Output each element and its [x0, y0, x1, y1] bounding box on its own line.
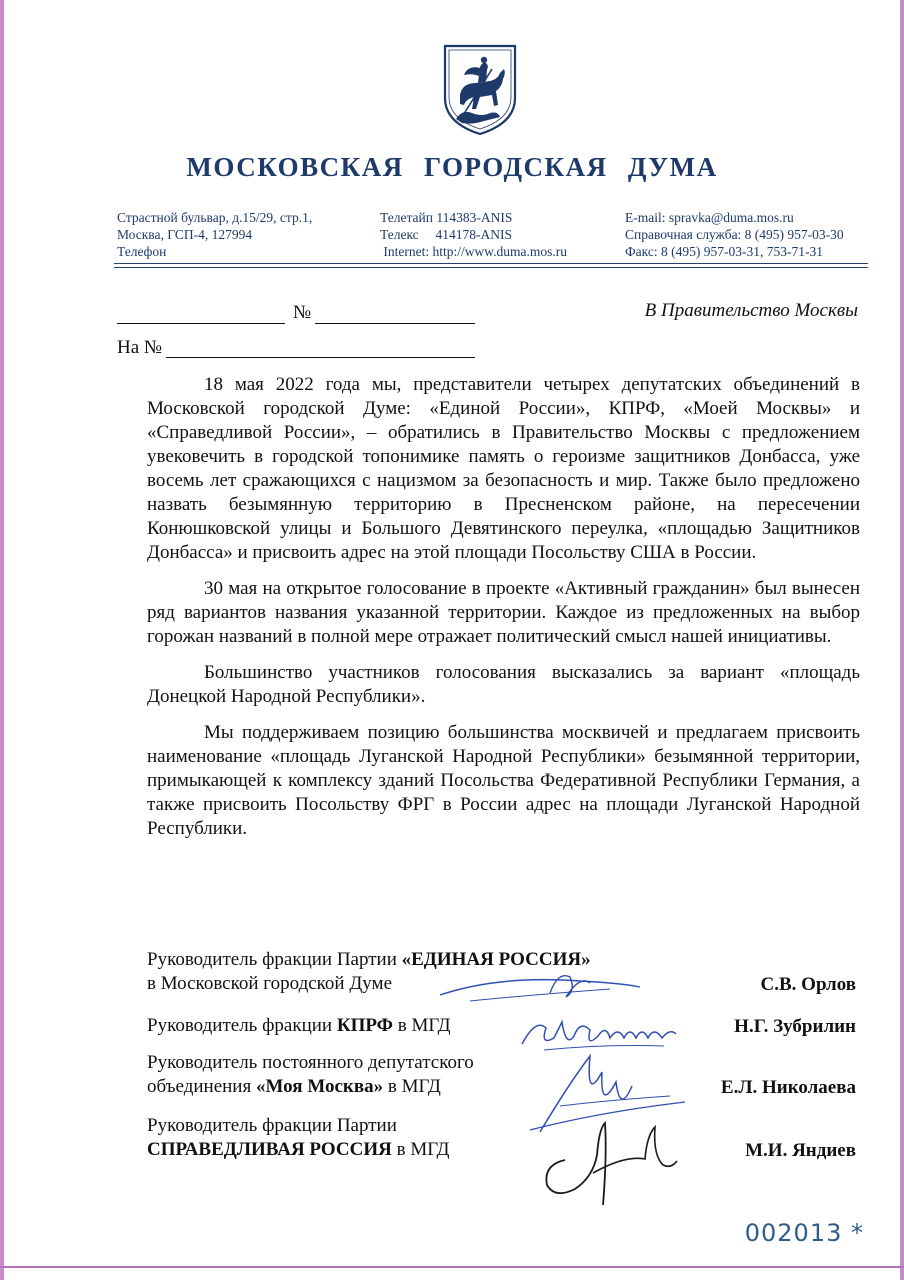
body-paragraph: Большинство участников голосования высказались за вариант «площадь Донецкой Народной Республики». — [147, 662, 860, 707]
signatory-title-text: в МГД — [391, 1139, 450, 1160]
signatory-title-text: Руководитель фракции — [147, 1015, 337, 1036]
header-contact-block — [625, 209, 844, 260]
header-telex-block — [380, 209, 567, 260]
signatory-title-text: объединения — [147, 1076, 256, 1097]
signatory-title-text: Руководитель фракции Партии — [147, 949, 402, 970]
reply-number-blank — [166, 356, 475, 358]
outgoing-date-blank — [117, 322, 285, 324]
signatory-name-4: М.И. Яндиев — [745, 1140, 856, 1161]
header-address-line: Страстной бульвар, д.15/29, стр.1, — [117, 210, 313, 225]
header-address-block — [117, 209, 312, 260]
outgoing-number-label: № — [293, 302, 312, 323]
outgoing-number-blank — [315, 322, 475, 324]
signatory-title-bold: «ЕДИНАЯ РОССИЯ» — [401, 949, 591, 970]
signatory-name-1: С.В. Орлов — [760, 974, 856, 995]
right-page-edge — [900, 0, 904, 1280]
addressee: В Правительство Москвы — [644, 300, 858, 321]
signatory-name-2: Н.Г. Зубрилин — [734, 1016, 856, 1037]
signatory-title-text: в МГД — [383, 1076, 441, 1097]
moscow-coat-of-arms-icon — [442, 43, 518, 137]
signatory-title-bold: «Моя Москва» — [255, 1076, 384, 1097]
signatory-title-text: Руководитель постоянного депутатского — [147, 1052, 474, 1073]
signatory-title-2 — [147, 1014, 451, 1038]
signature-yandiev — [535, 1115, 685, 1210]
reply-number-label: На № — [117, 337, 163, 358]
serial-mark: * — [851, 1219, 864, 1247]
header-address-line: Москва, ГСП-4, 127994 — [117, 227, 253, 242]
letter-body — [147, 373, 860, 853]
signatory-title-bold: КПРФ — [336, 1015, 393, 1036]
body-paragraph: Мы поддерживаем позицию большинства москвичей и предлагаем присвоить наименование «площадь Луганской Народной Республики» безымянной территории, примыкающей к комплексу зданий Посольства Федеративной Республики Германия, а также присвоить Посольству ФРГ в России адрес на площади Луганской Народной Республики. — [147, 722, 860, 839]
signatory-name-3: Е.Л. Николаева — [720, 1077, 856, 1098]
left-page-edge — [0, 0, 4, 1280]
header-telex-line: Телетайп 114383-ANIS — [380, 210, 513, 225]
serial-number — [745, 1219, 864, 1247]
header-contact-line: Справочная служба: 8 (495) 957-03-30 — [625, 227, 844, 242]
header-telex-line: Телекс 414178-ANIS — [380, 227, 513, 242]
bottom-rule — [0, 1266, 904, 1268]
header-address-line: Телефон — [117, 244, 167, 259]
header-contact-line: Факс: 8 (495) 957-03-31, 753-71-31 — [625, 244, 823, 259]
org-name-word-3: ДУМА — [627, 152, 718, 182]
signature-orlov — [430, 965, 660, 1010]
signatory-title-text: Руководитель фракции Партии — [147, 1115, 397, 1136]
org-name-word-2: ГОРОДСКАЯ — [423, 152, 608, 182]
signatory-title-text: в МГД — [392, 1015, 451, 1036]
header-rule-top — [114, 263, 868, 264]
org-name-word-1: МОСКОВСКАЯ — [186, 152, 404, 182]
signatory-title-4 — [147, 1114, 450, 1162]
body-paragraph: 18 мая 2022 года мы, представители четырех депутатских объединений в Московской городской Думе: «Единой России», КПРФ, «Моей Москвы» и «Справедливой России», – обратились в Правительство Москвы с предложением увековечить в городской топонимике память о героизме защитников Донбасса, уже восемь лет сражающихся с нацизмом за безопасность и мир. Также было предложено назвать безымянную территорию в Пресненском районе, на пересечении Конюшковской улицы и Большого Девятинского переулка, «площадью Защитников Донбасса» и присвоить адрес на этой площади Посольству США в России. — [147, 374, 860, 563]
serial-number-value: 002013 — [744, 1219, 843, 1247]
header-rule-bottom — [114, 267, 868, 268]
signatory-title-3 — [147, 1051, 474, 1099]
header-telex-line: Internet: http://www.duma.mos.ru — [380, 244, 567, 259]
body-paragraph: 30 мая на открытое голосование в проекте «Активный гражданин» был вынесен ряд вариантов названия указанной территории. Каждое из предложенных на выбор горожан названий в полной мере отражает политический смысл нашей инициативы. — [147, 578, 860, 647]
organization-title — [0, 152, 904, 183]
header-contact-line: E-mail: spravka@duma.mos.ru — [625, 210, 794, 225]
signatory-title-text: в Московской городской Думе — [147, 973, 393, 994]
signatory-title-bold: СПРАВЕДЛИВАЯ РОССИЯ — [147, 1139, 392, 1160]
